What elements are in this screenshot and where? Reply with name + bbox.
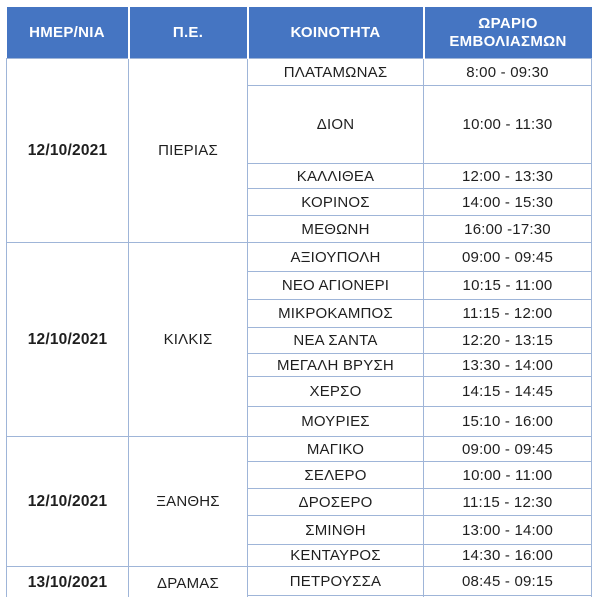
hours-cell: 14:30 - 16:00 — [424, 545, 592, 567]
column-header-community: ΚΟΙΝΟΤΗΤΑ — [248, 7, 424, 59]
date-cell: 12/10/2021 — [7, 437, 129, 567]
hours-cell: 13:00 - 14:00 — [424, 516, 592, 545]
hours-cell: 08:45 - 09:15 — [424, 567, 592, 596]
hours-cell: 14:15 - 14:45 — [424, 377, 592, 407]
table-row — [7, 59, 592, 86]
community-cell: ΜΑΓΙΚΟ — [248, 437, 424, 462]
community-cell: ΔΙΟΝ — [248, 86, 424, 164]
community-cell: ΠΛΑΤΑΜΩΝΑΣ — [248, 59, 424, 86]
community-cell: ΜΙΚΡΟΚΑΜΠΟΣ — [248, 300, 424, 328]
hours-cell: 11:15 - 12:00 — [424, 300, 592, 328]
table-header-row — [7, 7, 592, 59]
community-cell: ΚΕΝΤΑΥΡΟΣ — [248, 545, 424, 567]
hours-cell: 16:00 -17:30 — [424, 216, 592, 243]
column-header-pe: Π.Ε. — [129, 7, 248, 59]
community-cell: ΜΕΘΩΝΗ — [248, 216, 424, 243]
community-cell: ΚΑΛΛΙΘΕΑ — [248, 164, 424, 189]
community-cell: ΣΕΛΕΡΟ — [248, 462, 424, 489]
hours-cell: 15:10 - 16:00 — [424, 407, 592, 437]
vaccination-schedule-table — [6, 7, 592, 597]
date-cell: 12/10/2021 — [7, 243, 129, 437]
hours-cell: 14:00 - 15:30 — [424, 189, 592, 216]
hours-cell: 11:15 - 12:30 — [424, 489, 592, 516]
community-cell: ΠΕΤΡΟΥΣΣΑ — [248, 567, 424, 596]
table-row — [7, 567, 592, 596]
community-cell: ΜΕΓΑΛΗ ΒΡΥΣΗ — [248, 354, 424, 377]
table-row — [7, 437, 592, 462]
hours-cell: 09:00 - 09:45 — [424, 243, 592, 272]
hours-cell: 10:00 - 11:30 — [424, 86, 592, 164]
hours-cell: 8:00 - 09:30 — [424, 59, 592, 86]
community-cell: ΜΟΥΡΙΕΣ — [248, 407, 424, 437]
hours-cell: 12:20 - 13:15 — [424, 328, 592, 354]
pe-cell: ΚΙΛΚΙΣ — [129, 243, 248, 437]
pe-cell: ΔΡΑΜΑΣ — [129, 567, 248, 597]
community-cell: ΝΕΟ ΑΓΙΟΝΕΡΙ — [248, 272, 424, 300]
column-header-hours: ΩΡΑΡΙΟ ΕΜΒΟΛΙΑΣΜΩΝ — [424, 7, 592, 59]
hours-cell: 13:30 - 14:00 — [424, 354, 592, 377]
pe-cell: ΞΑΝΘΗΣ — [129, 437, 248, 567]
community-cell: ΚΟΡΙΝΟΣ — [248, 189, 424, 216]
table-row — [7, 243, 592, 272]
hours-cell: 10:15 - 11:00 — [424, 272, 592, 300]
column-header-date: ΗΜΕΡ/ΝΙΑ — [7, 7, 129, 59]
pe-cell: ΠΙΕΡΙΑΣ — [129, 59, 248, 243]
table-body — [7, 59, 592, 597]
hours-cell: 10:00 - 11:00 — [424, 462, 592, 489]
community-cell: ΣΜΙΝΘΗ — [248, 516, 424, 545]
community-cell: ΝΕΑ ΣΑΝΤΑ — [248, 328, 424, 354]
community-cell: ΔΡΟΣΕΡΟ — [248, 489, 424, 516]
hours-cell: 12:00 - 13:30 — [424, 164, 592, 189]
date-cell: 13/10/2021 — [7, 567, 129, 597]
community-cell: ΑΞΙΟΥΠΟΛΗ — [248, 243, 424, 272]
hours-cell: 09:00 - 09:45 — [424, 437, 592, 462]
community-cell: ΧΕΡΣΟ — [248, 377, 424, 407]
date-cell: 12/10/2021 — [7, 59, 129, 243]
